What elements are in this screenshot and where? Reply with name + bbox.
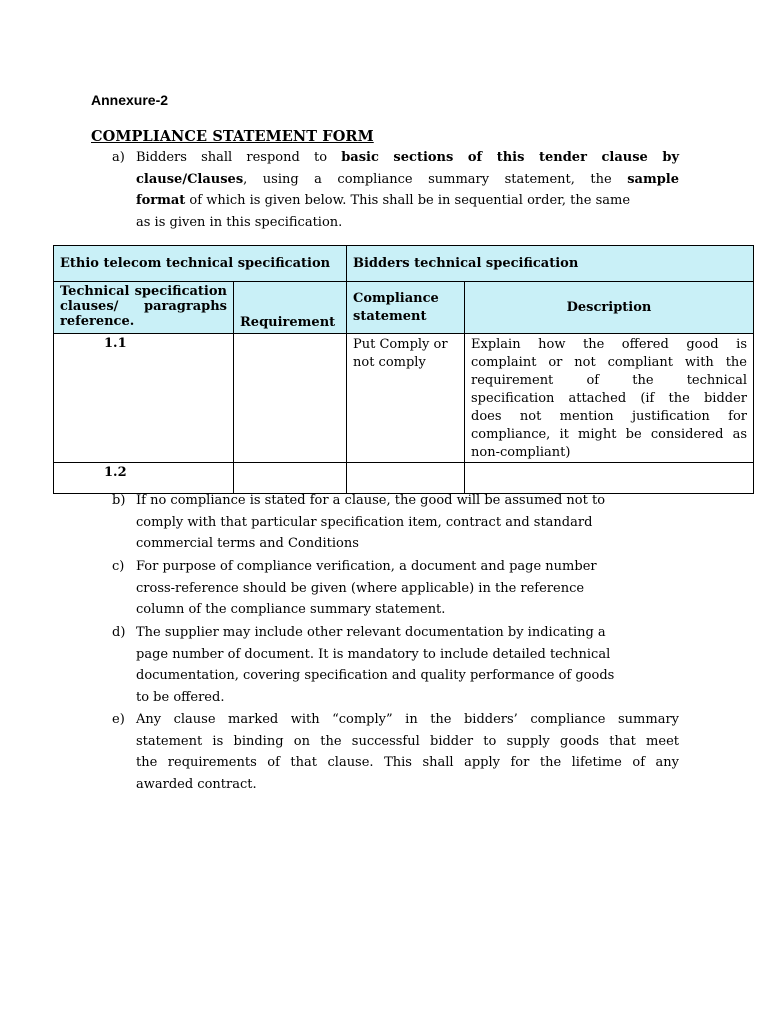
table-header-row [54,246,754,282]
clause-line [136,190,679,212]
compliance-table [53,245,754,494]
clause-line [136,169,679,191]
col-compliance-statement: Compliance statement [347,282,465,334]
clause-letter: c) [112,559,125,574]
clause-b [112,490,679,555]
description-line: specification attached (if the bidder [471,391,747,406]
clause-text [136,622,679,708]
clause-e [112,709,679,795]
clause-letter: d) [112,625,126,640]
row-ref: 1.2 [54,463,234,494]
bold-run: clause/Clauses [136,171,244,187]
clause-letter: b) [112,493,126,508]
description-line: non-compliant) [471,445,571,460]
clause-line: commercial terms and Conditions [136,536,359,551]
clause-line: documentation, covering specification and quality performance of goods [136,668,615,683]
clause-line: cross-reference should be given (where applicable) in the reference [136,580,585,596]
clause-line [136,147,679,169]
row-compliance: Put Comply or not comply [347,334,465,463]
row-ref: 1.1 [54,334,234,463]
clause-a [112,147,679,233]
row-description [465,463,754,494]
description-line: requirement of the technical [471,373,747,388]
clause-line: If no compliance is stated for a clause, the good will be assumed not to [136,493,606,508]
bold-run: sample [627,171,679,187]
clause-line: page number of document. It is mandatory to include detailed technical [136,646,611,662]
description-line: compliance, it might be considered as [471,427,747,442]
col-requirement: Requirement [234,282,347,334]
text-run: of which is given below. This shall be in sequential order, the same [185,193,631,208]
clause-line: The supplier may include other relevant documentation by indicating a [136,625,606,640]
clause-line: Any clause marked with “comply” in the bidders’ compliance summary [136,712,679,727]
clause-line: For purpose of compliance verification, a document and page number [136,559,597,574]
clause-text [136,556,679,621]
clause-text [136,147,679,233]
description-line: does not mention justification for [471,409,747,424]
col-description: Description [465,282,754,334]
annexure-label: Annexure-2 [91,92,169,108]
row-description [465,334,754,463]
clause-d [112,622,679,708]
table-subheader-row [54,282,754,334]
clause-line: comply with that particular specification item, contract and standard [136,514,593,530]
table-row [54,334,754,463]
clause-line: awarded contract. [136,776,257,792]
clause-text [136,709,679,795]
header-ethio-telecom: Ethio telecom technical specification [54,246,347,282]
row-compliance [347,463,465,494]
clause-line: the requirements of that clause. This shall apply for the lifetime of any [136,755,679,770]
row-requirement [234,334,347,463]
clause-line: as is given in this specification. [136,214,343,230]
clause-text [136,490,679,555]
bold-run: basic sections of this tender clause by [341,150,680,165]
text-run: Bidders shall respond to [136,150,342,165]
clause-letter: a) [112,150,125,165]
col-technical-spec-ref: Technical specification clauses/ paragraphs reference. [54,282,234,334]
header-bidders: Bidders technical specification [347,246,754,282]
clause-line: to be offered. [136,689,225,705]
clause-line: statement is binding on the successful bidder to supply goods that meet [136,733,679,749]
clause-line: column of the compliance summary statement. [136,602,446,617]
row-requirement [234,463,347,494]
clause-letter: e) [112,712,125,727]
form-title: COMPLIANCE STATEMENT FORM [91,128,374,145]
clause-c [112,556,679,621]
table-row [54,463,754,494]
description-line: Explain how the offered good is [471,337,747,352]
text-run: , using a compliance summary statement, the [243,171,628,187]
bold-run: format [136,193,186,208]
description-line: complaint or not compliant with the [471,355,747,370]
